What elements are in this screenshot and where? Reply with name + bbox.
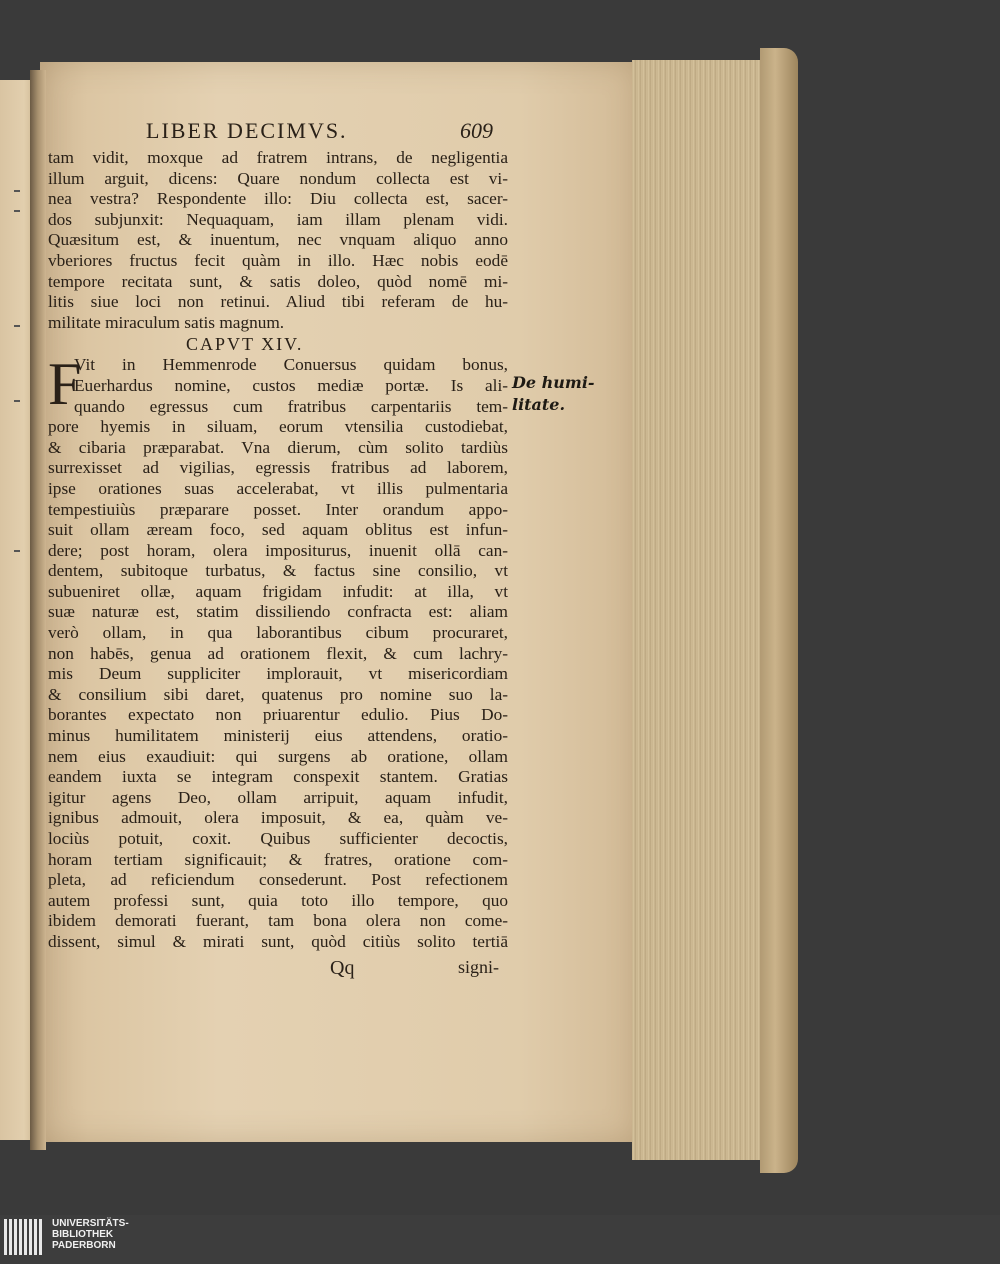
chapter-heading: CAPVT XIV. (186, 334, 304, 355)
text-line: borantes expectato non priuarentur edulio. Pius Do- (48, 705, 508, 725)
library-logo-line: BIBLIOTHEK (52, 1229, 114, 1240)
library-logo-text (52, 1218, 129, 1251)
text-line: & cibaria præparabat. Vna dierum, cùm solito tardiùs (48, 437, 508, 457)
text-line: Quæsitum est, & inuentum, nec vnquam aliquo anno (48, 230, 508, 250)
page-fore-edge (632, 60, 773, 1160)
text-line: quando egressus cum fratribus carpentariis tem- (74, 396, 508, 416)
library-logo-line: PADERBORN (52, 1240, 116, 1251)
text-line: Vit in Hemmenrode Conuersus quidam bonus, (74, 355, 508, 375)
text-line: ignibus admouit, olera imposuit, & ea, quàm ve- (48, 808, 508, 828)
chapter-opening (48, 351, 508, 418)
text-line: illum arguit, dicens: Quare nondum collecta est vi- (48, 168, 508, 188)
library-logo-icon (4, 1219, 44, 1255)
signature-mark: Qq (330, 956, 355, 979)
text-line: nem eius exaudiuit: qui surgens ab oratione, ollam (48, 746, 508, 766)
text-line: non habēs, genua ad orationem flexit, & cum lachry- (48, 643, 508, 663)
drop-capital: F (48, 351, 82, 418)
vellum-binding (760, 48, 798, 1173)
text-line: verò ollam, in qua laborantibus cibum procuraret, (48, 623, 508, 643)
text-line: dissent, simul & mirati sunt, quòd citiùs solito tertiā (48, 931, 508, 951)
marginal-note-line: litate. (512, 395, 566, 414)
text-line: dos subjunxit: Nequaquam, iam illam plenam vidi. (48, 209, 508, 229)
text-line: nea vestra? Respondente illo: Diu collecta est, sacer- (48, 189, 508, 209)
text-line: tempestiuiùs præparare posset. Inter orandum appo- (48, 499, 508, 519)
text-line: pore hyemis in siluam, eorum vtensilia custodiebat, (48, 417, 508, 437)
text-line: surrexisset ad vigilias, egressis fratribus ad laborem, (48, 458, 508, 478)
text-line: ipse orationes suas accelerabat, vt illis pulmentaria (48, 478, 508, 498)
text-line: mis Deum suppliciter implorauit, vt misericordiam (48, 664, 508, 684)
text-line: minus humilitatem ministerij eius attendens, oratio- (48, 726, 508, 746)
page-number: 609 (460, 118, 493, 143)
page-text-block (48, 118, 508, 981)
text-line: tam vidit, moxque ad fratrem intrans, de negligentia (48, 148, 508, 167)
text-line: litis siue loci non retinui. Aliud tibi referam de hu- (48, 292, 508, 312)
text-line: & consilium sibi daret, quatenus pro nomine suo la- (48, 684, 508, 704)
page-footer (48, 953, 508, 981)
page-header (48, 118, 508, 148)
text-line: Euerhardus nomine, custos mediæ portæ. Is ali- (74, 375, 508, 395)
text-line: tempore recitata sunt, & satis doleo, quòd nomē mi- (48, 271, 508, 291)
text-line: lociùs potuit, coxit. Quibus sufficienter decoctis, (48, 829, 508, 848)
text-line: ibidem demorati fuerant, tam bona olera non come- (48, 911, 508, 931)
text-line: autem professi sunt, quia toto illo tempore, quo (48, 890, 508, 910)
book-gutter (30, 70, 46, 1150)
text-line: horam tertiam significauit; & fratres, oratione com- (48, 849, 508, 869)
text-line: dentem, subitoque turbatus, & factus sine consilio, vt (48, 561, 508, 581)
text-line: militate miraculum satis magnum. (48, 312, 285, 332)
text-line: pleta, ad reficiendum consederunt. Post refectionem (48, 870, 508, 890)
text-lines-with-dropcap (48, 351, 508, 418)
text-line: subueniret ollæ, aquam frigidam infudit: at illa, vt (48, 581, 508, 601)
text-line: vberiores fructus fecit quàm in illo. Hæc nobis eodē (48, 250, 508, 270)
library-logo-line: UNIVERSITÄTS- (52, 1218, 129, 1229)
text-line: igitur agens Deo, ollam arripuit, aquam infudit, (48, 787, 508, 807)
text-lines-after (48, 417, 508, 952)
text-line: dere; post horam, olera impositurus, inuenit ollā can- (48, 540, 508, 560)
library-footer-bar (0, 1215, 1000, 1264)
text-line: eandem iuxta se integram conspexit stantem. Gratias (48, 767, 508, 787)
running-head: LIBER DECIMVS. (146, 118, 348, 143)
text-lines-before-chapter (48, 148, 508, 333)
catchword: signi- (458, 956, 500, 977)
text-line: suæ naturæ est, statim dissiliendo confracta est: aliam (48, 602, 508, 622)
marginal-note-line: De humi- (512, 373, 595, 392)
text-line: suit ollam æream foco, sed aquam oblitus est infun- (48, 520, 508, 540)
marginal-note (512, 372, 595, 416)
